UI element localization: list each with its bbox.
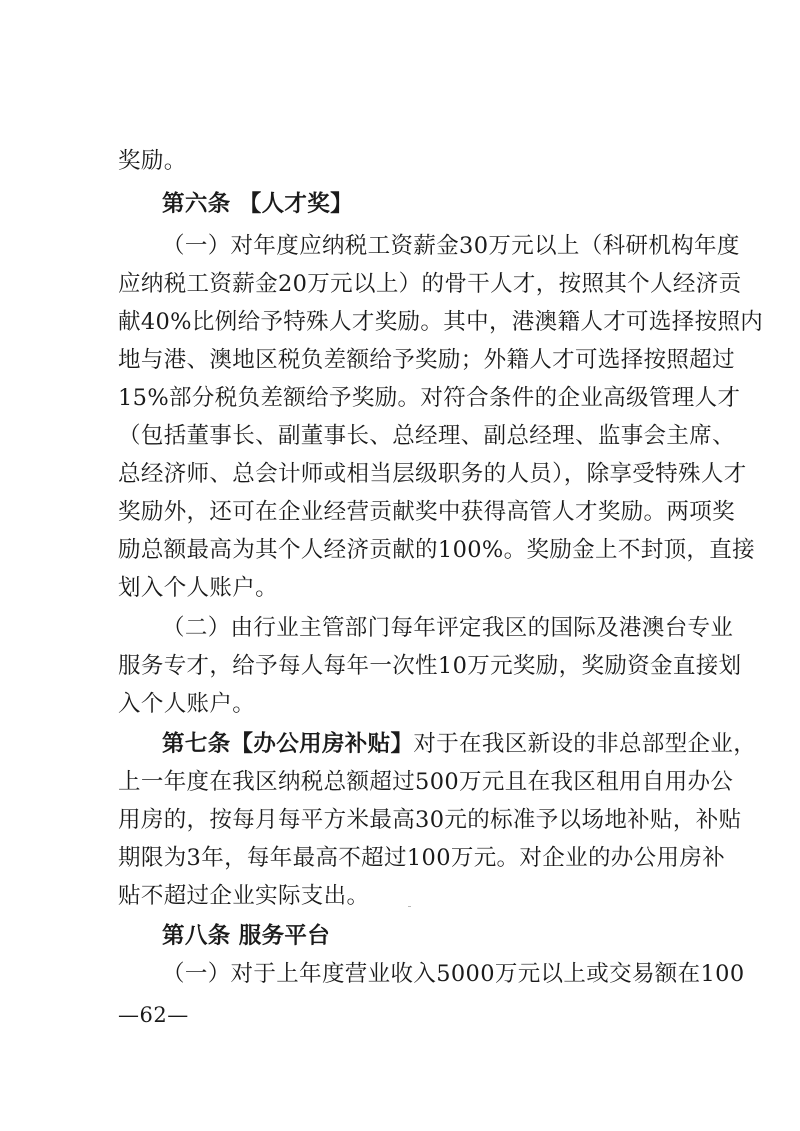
article-7-line-1 (162, 728, 757, 760)
article-7-line-3: 用房的，按每月每平方米最高30元的标准予以场地补贴，补贴 (118, 807, 742, 833)
article-6-clause-1-line-1: （一）对年度应纳税工资薪金30万元以上（科研机构年度 (162, 233, 740, 259)
article-6-clause-1-line-5: 15%部分税负差额给予奖励。对符合条件的企业高级管理人才 (118, 385, 741, 411)
article-8-heading: 第八条 服务平台 (162, 923, 331, 949)
article-7-heading: 第七条【办公用房补贴】 (162, 731, 414, 757)
article-6-clause-1-line-3: 献40%比例给予特殊人才奖励。其中，港澳籍人才可选择按照内 (118, 309, 764, 335)
article-6-clause-2-line-3: 入个人账户。 (118, 691, 256, 717)
article-6-clause-1-line-4: 地与港、澳地区税负差额给予奖励；外籍人才可选择按照超过 (118, 347, 735, 373)
article-7-line-4: 期限为3年，每年最高不超过100万元。对企业的办公用房补 (118, 845, 726, 871)
article-7-line-5: 贴不超过企业实际支出。 (118, 883, 370, 909)
article-6-clause-1-line-10: 划入个人账户。 (118, 575, 278, 601)
article-6-clause-2-line-2: 服务专才，给予每人每年一次性10万元奖励，奖励资金直接划 (118, 653, 742, 679)
text-line-continuation: 奖励。 (118, 148, 187, 174)
article-7-text-start: 对于在我区新设的非总部型企业， (413, 731, 757, 757)
article-6-clause-1-line-8: 奖励外，还可在企业经营贡献奖中获得高管人才奖励。两项奖 (118, 499, 735, 525)
article-6-heading: 第六条 【人才奖】 (162, 191, 353, 217)
page-number: —62— (118, 1003, 189, 1027)
scan-speck (408, 906, 411, 907)
article-6-clause-1-line-9: 励总额最高为其个人经济贡献的100%。奖励金上不封顶，直接 (118, 537, 755, 563)
article-6-clause-1-line-2: 应纳税工资薪金20万元以上）的骨干人才，按照其个人经济贡 (118, 271, 742, 297)
article-6-clause-1-line-7: 总经济师、总会计师或相当层级职务的人员），除享受特殊人才 (118, 461, 747, 487)
article-6-clause-2-line-1: （二）由行业主管部门每年评定我区的国际及港澳台专业 (162, 615, 734, 641)
article-6-clause-1-line-6: （包括董事长、副董事长、总经理、副总经理、监事会主席、 (118, 423, 735, 449)
article-8-clause-1-line-1: （一）对于上年度营业收入5000万元以上或交易额在100 (162, 961, 745, 987)
article-7-line-2: 上一年度在我区纳税总额超过500万元且在我区租用自用办公 (118, 769, 734, 795)
